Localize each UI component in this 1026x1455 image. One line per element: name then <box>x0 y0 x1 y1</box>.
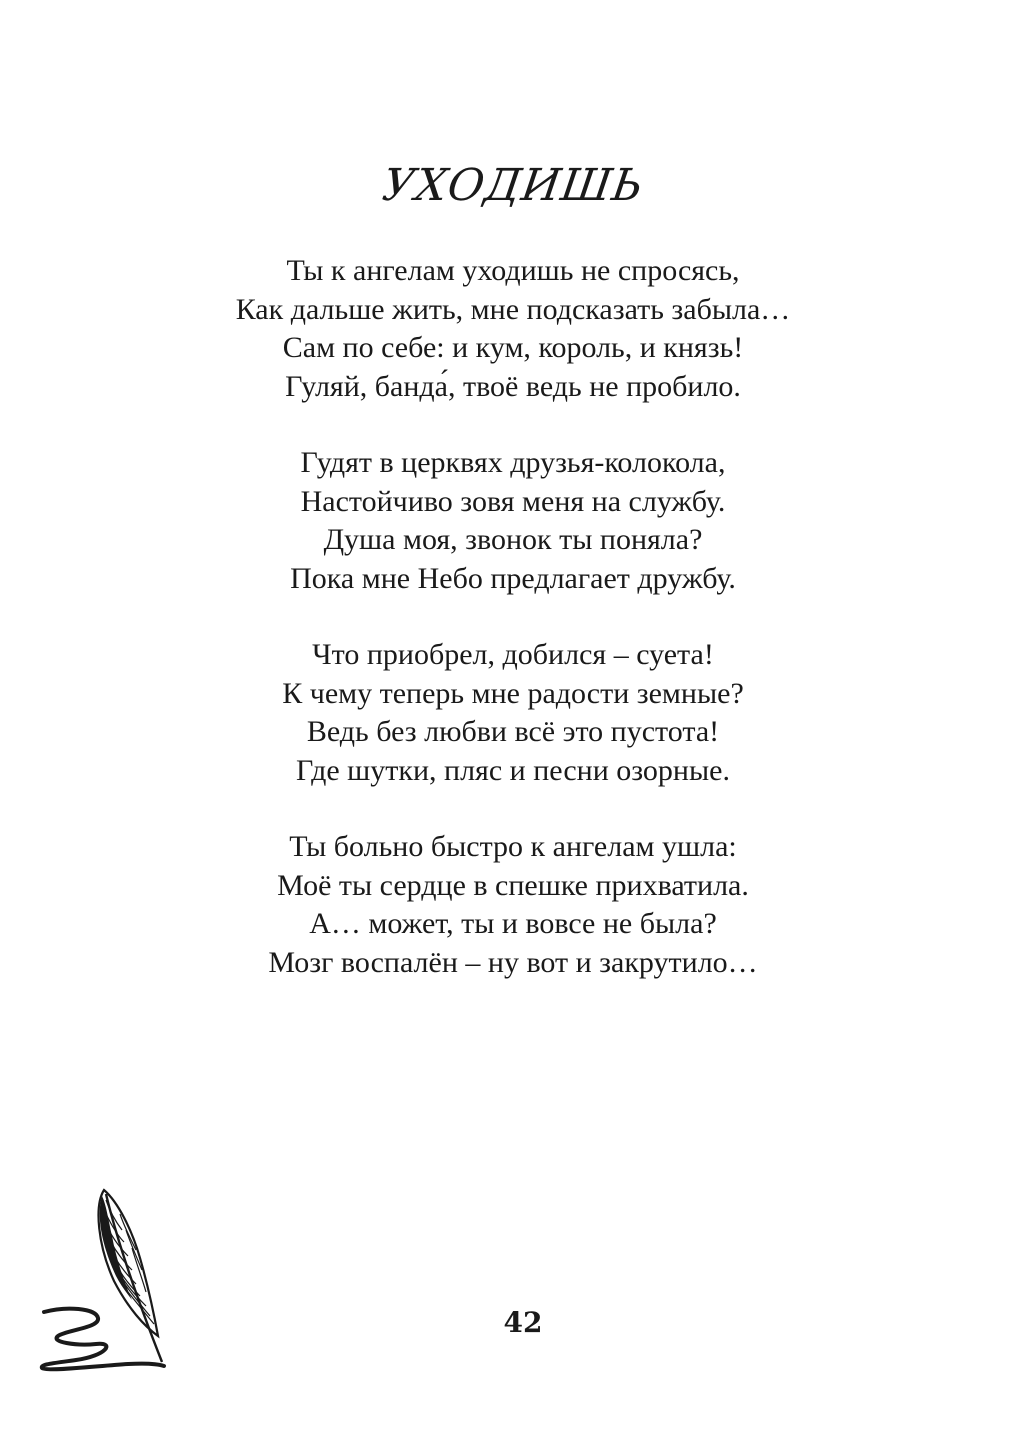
poem-line: Гудят в церквях друзья-колокола, <box>300 446 726 479</box>
poem-line: Пока мне Небо предлагает дружбу. <box>290 561 736 595</box>
poem-line: Как дальше жить, мне подсказать забыла… <box>235 292 791 326</box>
stanza <box>0 636 1026 790</box>
poem-line: Гуляй, банда́, твоё ведь не пробило. <box>285 369 741 403</box>
poem-line: Где шутки, пляс и песни озорные. <box>296 753 730 787</box>
quill-icon <box>36 1186 171 1381</box>
poem-line: Ты больно быстро к ангелам ушла: <box>289 830 737 863</box>
poem-body <box>0 252 1026 1020</box>
stanza <box>0 444 1026 598</box>
poem-line: Мозг воспалён – ну вот и закрутило… <box>268 945 758 979</box>
poem-line: Настойчиво зовя меня на службу. <box>300 484 726 518</box>
page-number: 42 <box>503 1306 543 1339</box>
poem-line: А… может, ты и вовсе не была? <box>309 907 717 940</box>
stanza <box>0 828 1026 982</box>
poem-line: Ведь без любви всё это пустота! <box>306 715 720 748</box>
poem-line: Душа моя, звонок ты поняла? <box>323 523 703 556</box>
poem-line: Что приобрел, добился – суета! <box>312 638 714 671</box>
poem-line: Моё ты сердце в спешке прихватила. <box>277 868 749 902</box>
poem-line: К чему теперь мне радости земные? <box>282 676 744 710</box>
poem-line: Сам по себе: и кум, король, и князь! <box>282 331 744 364</box>
poem-title: УХОДИШЬ <box>379 160 647 211</box>
stanza <box>0 252 1026 406</box>
poem-line: Ты к ангелам уходишь не спросясь, <box>286 254 740 287</box>
